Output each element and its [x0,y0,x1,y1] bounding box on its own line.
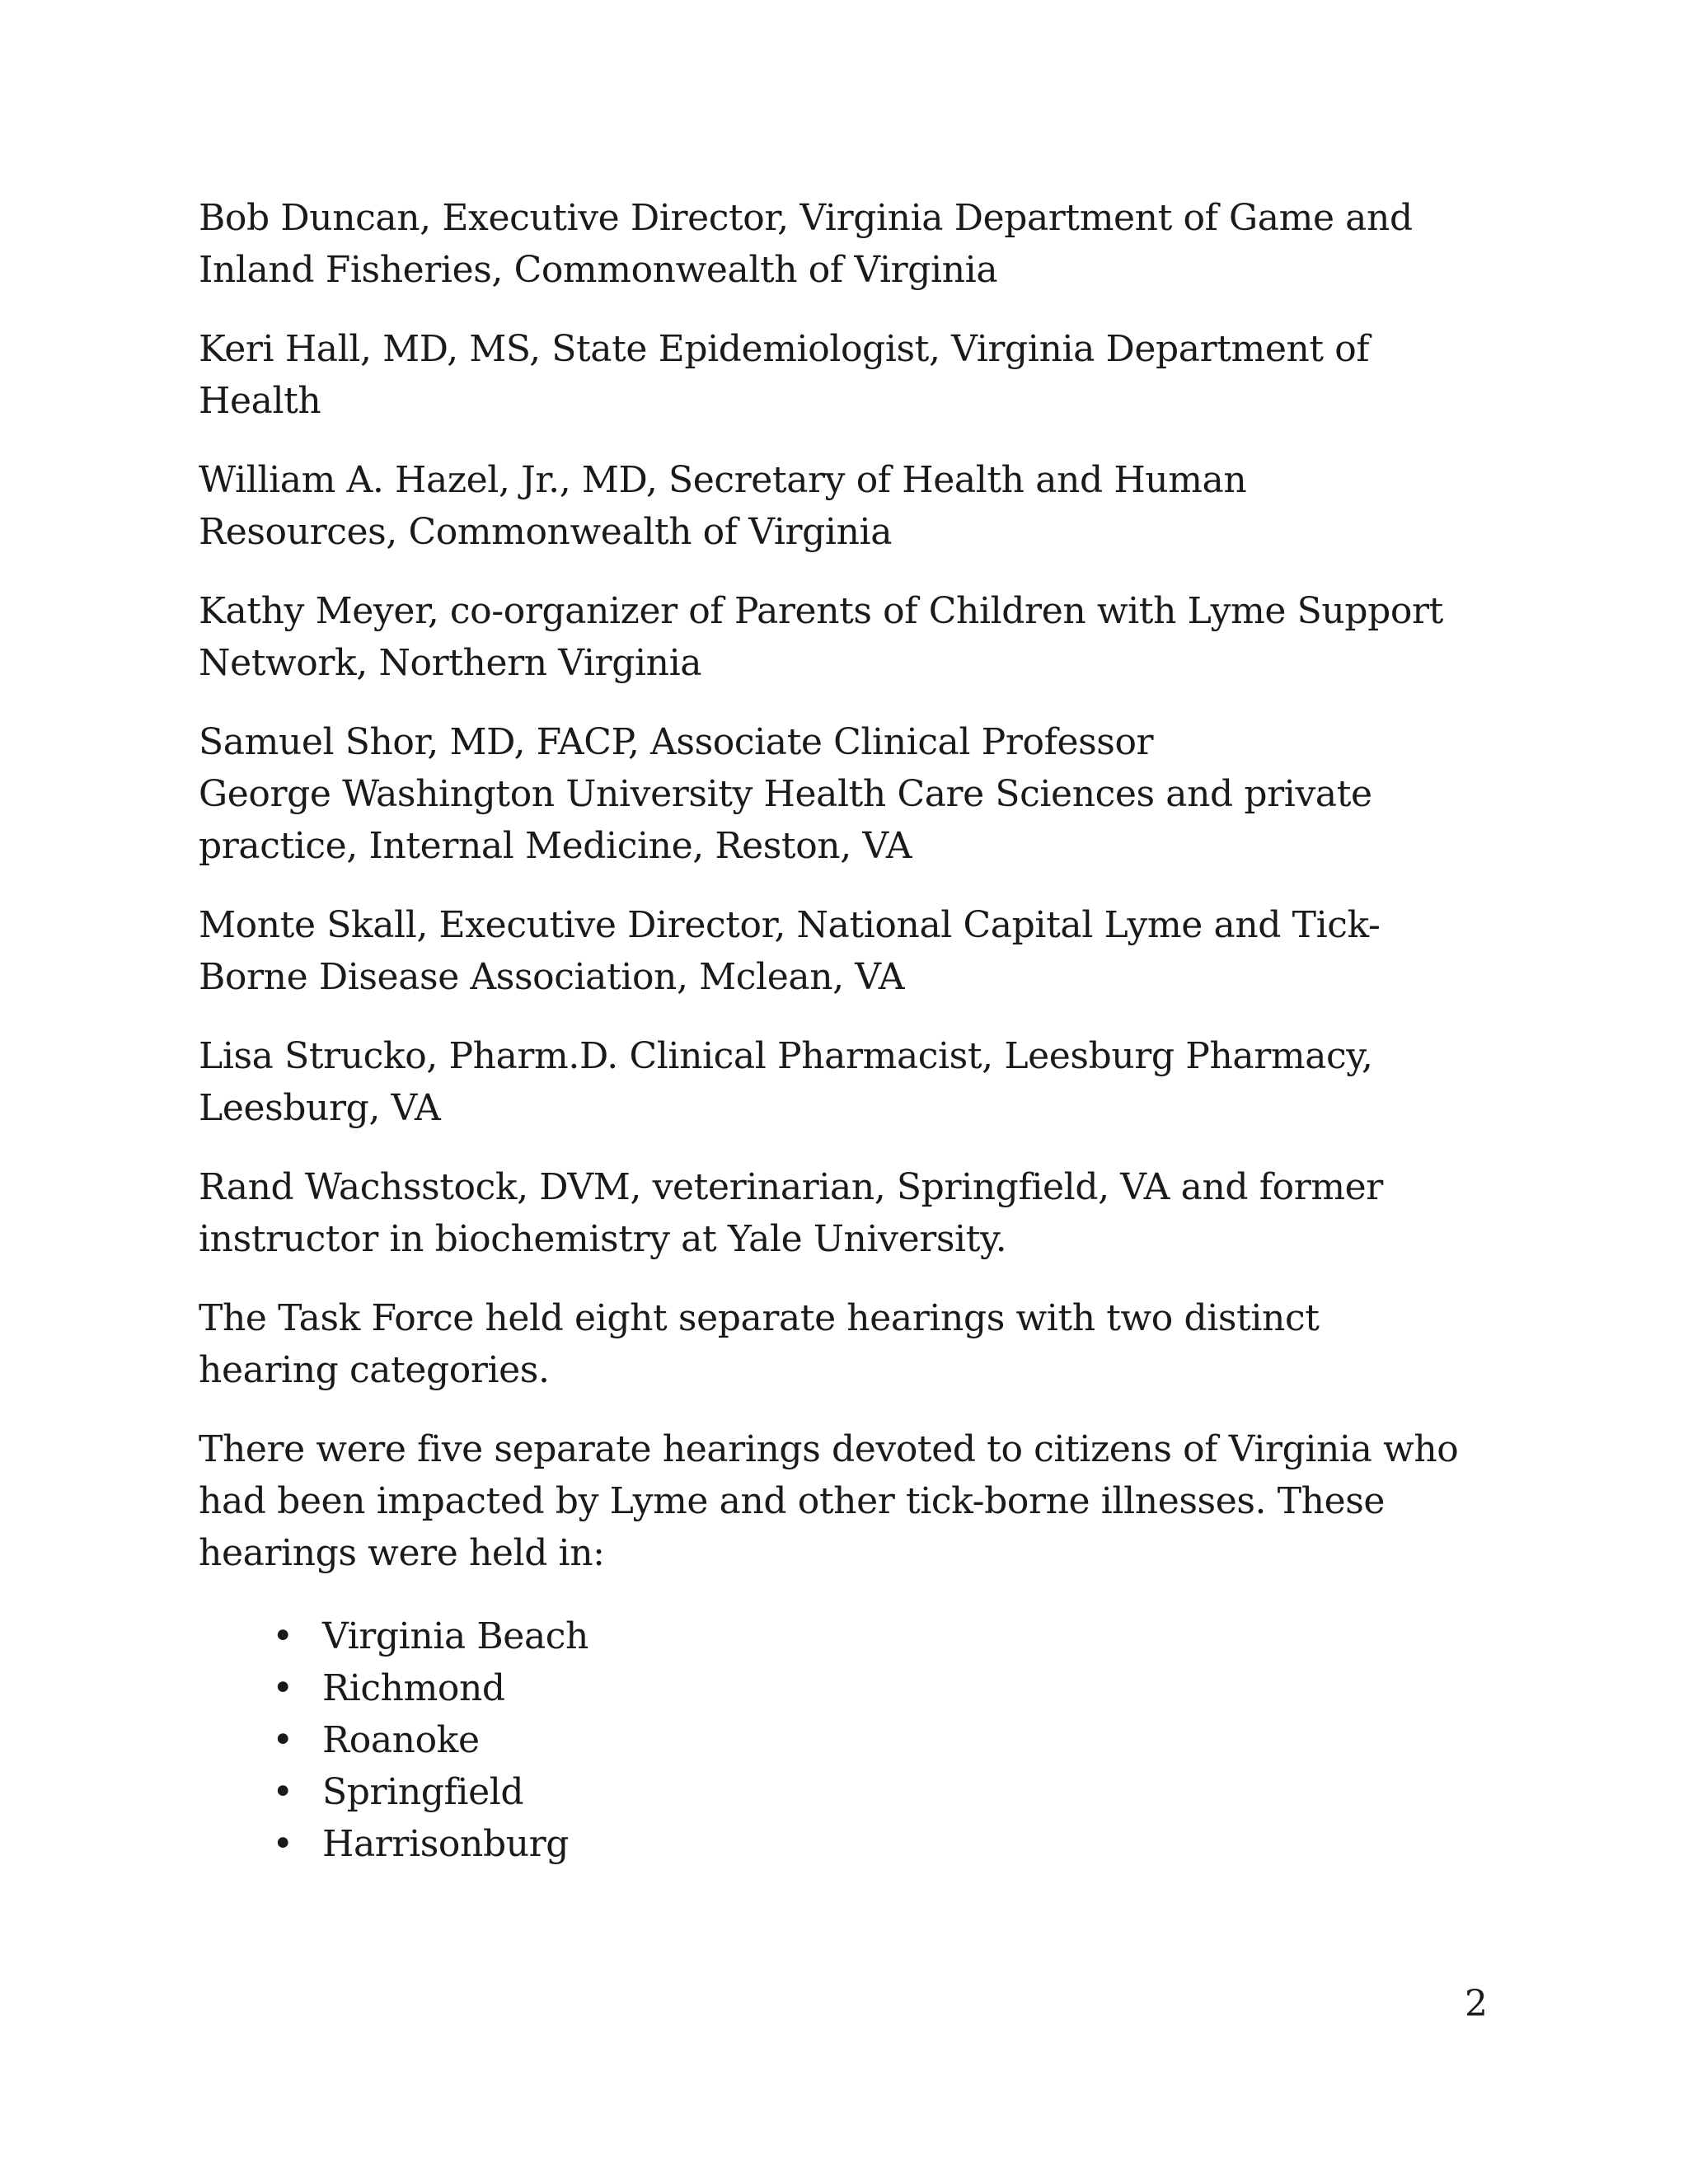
bullet-icon: • [272,1667,293,1709]
member-entry-lisa-strucko: Lisa Strucko, Pharm.D. Clinical Pharmacist, Leesburg Pharmacy, Leesburg, VA [199,1035,1373,1129]
list-item-label: Springfield [322,1771,524,1813]
list-item [199,1610,1501,1662]
hearing-locations-list [199,1610,1501,1870]
member-entry-monte-skall: Monte Skall, Executive Director, National Capital Lyme and Tick- Borne Disease Association, Mclean, VA [199,904,1381,998]
bullet-icon: • [272,1771,293,1813]
bullet-icon: • [272,1615,293,1657]
list-item-label: Harrisonburg [322,1823,570,1865]
list-item-label: Roanoke [322,1719,480,1761]
list-item-label: Richmond [322,1667,505,1709]
bullet-icon: • [272,1823,293,1865]
list-item [199,1818,1501,1870]
member-entry-keri-hall: Keri Hall, MD, MS, State Epidemiologist, Virginia Department of Health [199,328,1370,422]
citizen-hearings-paragraph: There were five separate hearings devoted to citizens of Virginia who had been impacted by Lyme and other tick-borne illnesses. These hearings were held in: [199,1428,1459,1574]
member-entry-bob-duncan: Bob Duncan, Executive Director, Virginia Department of Game and Inland Fisheries, Commonwealth of Virginia [199,197,1413,291]
list-item-label: Virginia Beach [322,1615,588,1657]
member-entry-rand-wachsstock: Rand Wachsstock, DVM, veterinarian, Springfield, VA and former instructor in biochemistry at Yale University. [199,1166,1383,1260]
list-item [199,1714,1501,1766]
list-item [199,1766,1501,1818]
page-content [199,192,1501,1870]
hearings-summary-paragraph: The Task Force held eight separate hearings with two distinct hearing categories. [199,1297,1320,1391]
member-entry-kathy-meyer: Kathy Meyer, co-organizer of Parents of Children with Lyme Support Network, Northern Virginia [199,590,1443,684]
page-number: 2 [1465,1983,1488,2025]
bullet-icon: • [272,1719,293,1761]
member-entry-samuel-shor: Samuel Shor, MD, FACP, Associate Clinical Professor George Washington University Health Care Sciences and private practice, Internal Medicine, Reston, VA [199,721,1372,867]
member-entry-william-hazel: William A. Hazel, Jr., MD, Secretary of Health and Human Resources, Commonwealth of Virginia [199,459,1247,553]
list-item [199,1662,1501,1714]
